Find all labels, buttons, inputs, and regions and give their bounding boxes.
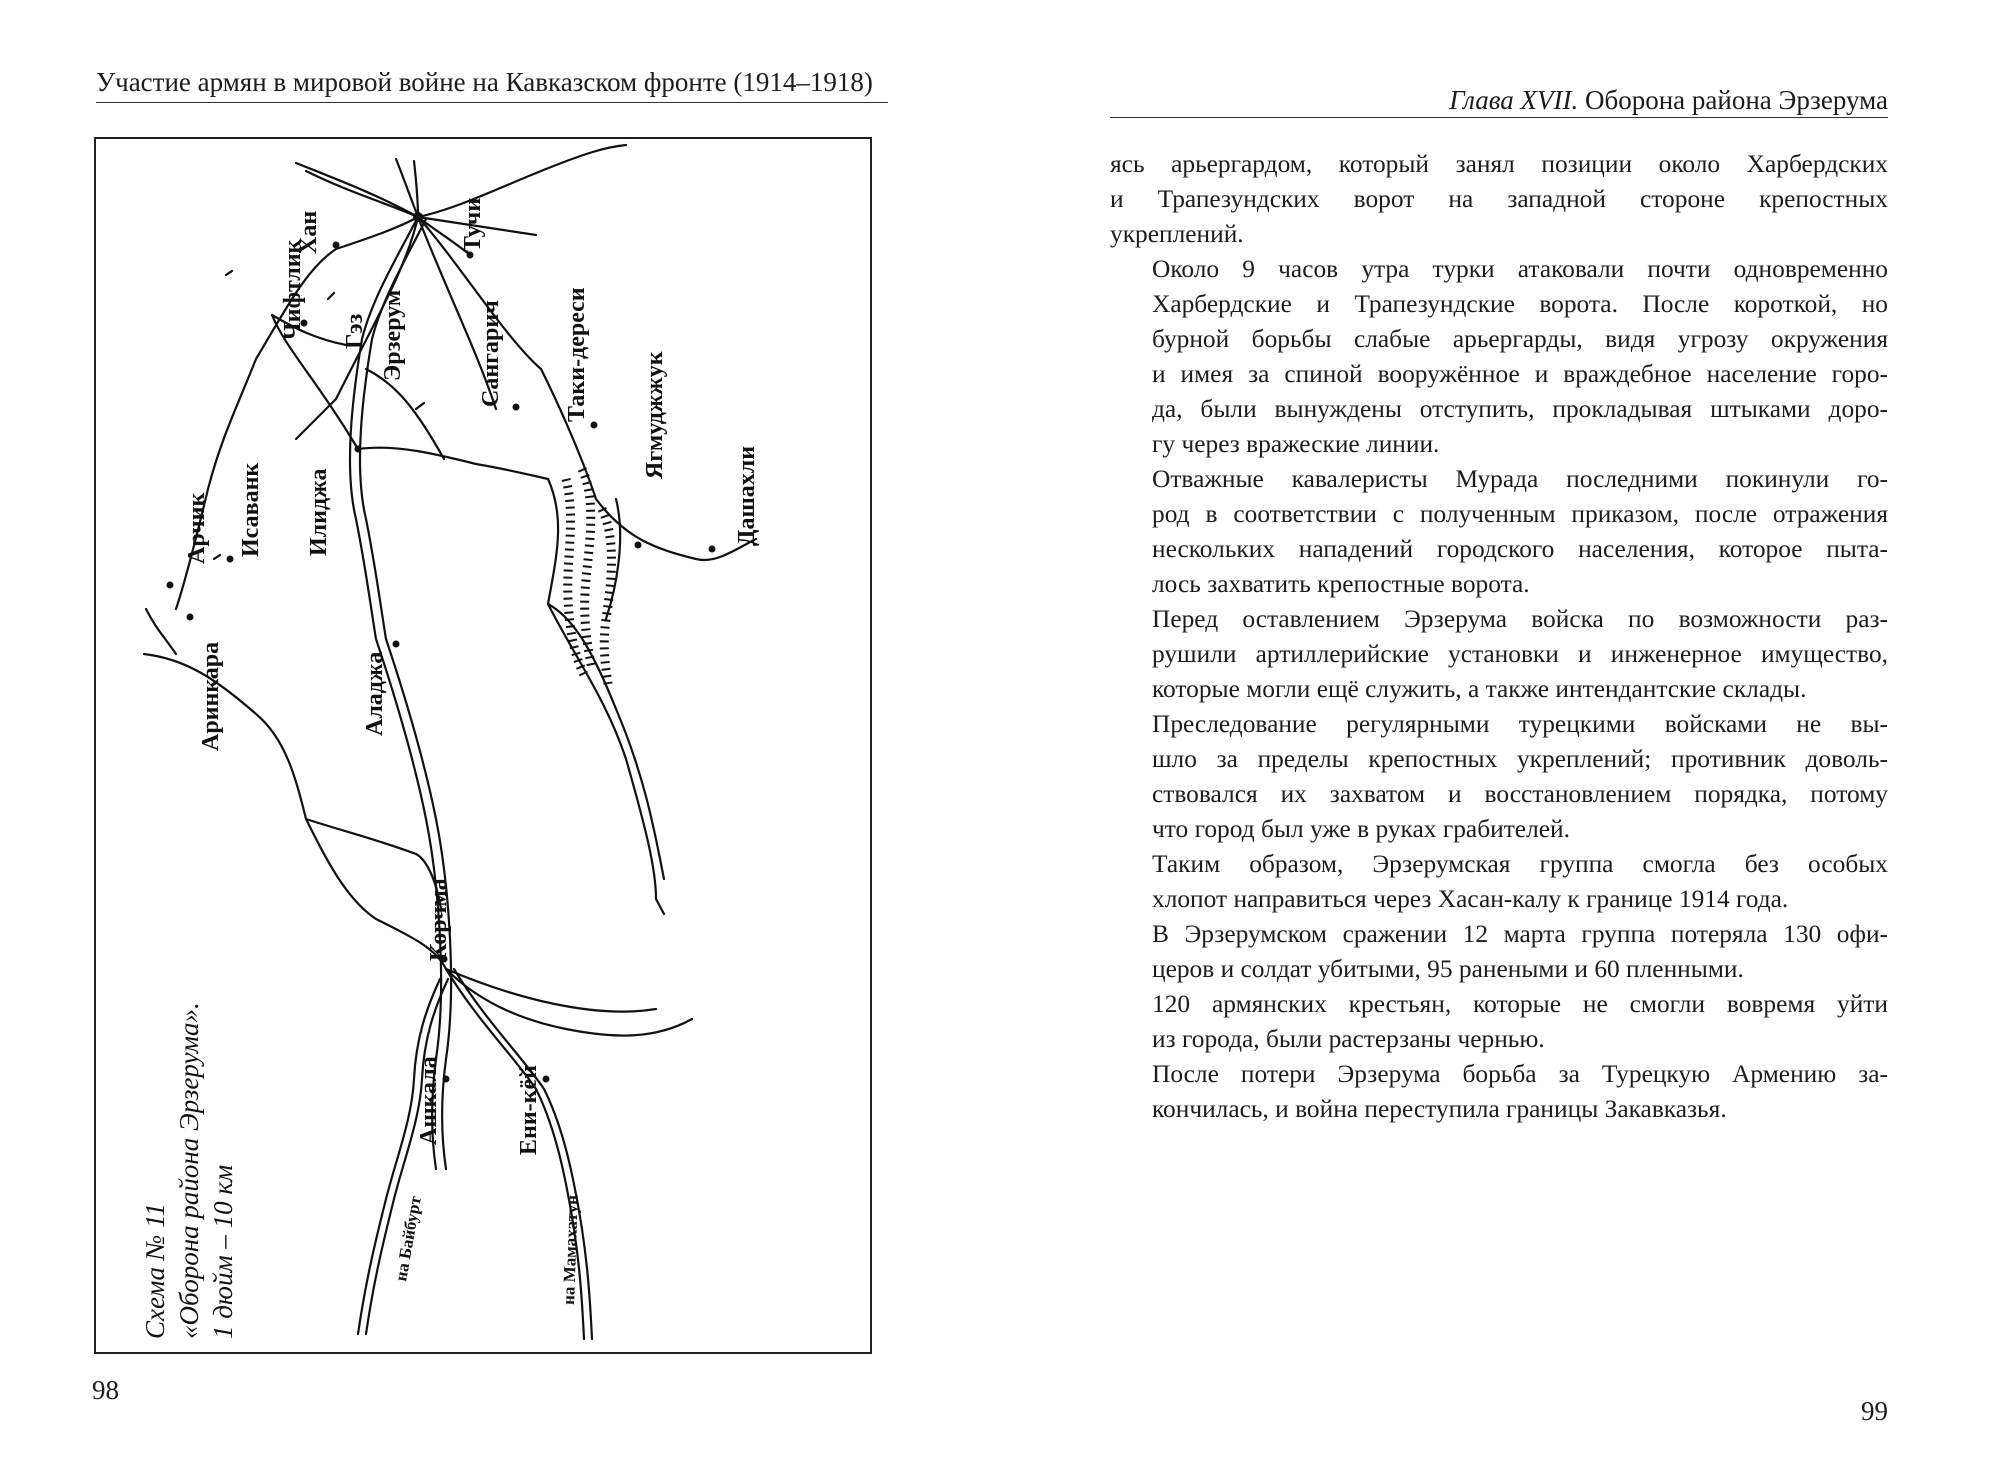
label-isavank: Исаванк	[238, 462, 264, 557]
caption-line-3: 1 дюйм – 10 км	[208, 1164, 238, 1339]
right-page-number: 99	[1861, 1396, 1888, 1426]
text-line: В Эрзерумском сражении 12 марта группа потеряла 130 офи-	[1152, 920, 1888, 948]
left-running-head: Участие армян в мировой войне на Кавказском фронте (1914–1918)	[96, 67, 873, 97]
dot-erzerum	[413, 212, 423, 222]
text-line: Перед оставлением Эрзерума войска по возможности раз-	[1152, 605, 1888, 633]
paragraph	[1110, 1057, 1888, 1127]
right-running-head	[1449, 84, 1888, 116]
text-line: Таким образом, Эрзерумская группа смогла без особых	[1152, 850, 1888, 878]
text-line: что город был уже в руках грабителей.	[1152, 815, 1570, 843]
road-big-curve	[548, 604, 664, 914]
text-line: ствовался их захватом и восстановлением порядка, потому	[1152, 780, 1888, 808]
label-taki-deresi: Таки-дереси	[564, 287, 590, 422]
erzerum-map	[96, 139, 872, 1354]
road-lower-ne	[548, 479, 558, 604]
road-horiz	[358, 448, 548, 479]
right-page	[1000, 0, 2000, 1479]
label-khan: Хан	[296, 210, 322, 254]
dot-khan	[333, 242, 340, 249]
text-line: и Трапезундских ворот на западной стороне крепостных	[1110, 185, 1888, 213]
left-page-number: 98	[92, 1375, 119, 1405]
text-line: 120 армянских крестьян, которые не смогли вовремя уйти	[1152, 990, 1888, 1018]
running-head-chapter: Глава XVII.	[1449, 85, 1579, 115]
text-line: бурной борьбы слабые арьергарды, видя угрозу окружения	[1152, 325, 1888, 353]
text-line: Около 9 часов утра турки атаковали почти одновременно	[1152, 255, 1888, 283]
text-line: да, были вынуждены отступить, прокладывая штыками доро-	[1152, 395, 1888, 423]
road-arczik-south	[146, 609, 176, 654]
paragraph	[1110, 147, 1888, 252]
right-header-rule	[1110, 117, 1888, 118]
body-text	[1110, 147, 1888, 1127]
label-eni-kei: Ени-кёй	[516, 1065, 542, 1155]
label-tuchi: Тучи	[460, 197, 486, 252]
label-yagmudzhuk: Ягмуджжук	[642, 351, 668, 479]
text-line: и имея за спиной вооружённое и враждебное население горо-	[1152, 360, 1888, 388]
label-na-mamakhatun: на Мамахатун	[559, 1194, 582, 1306]
label-arczik: Арчик	[184, 492, 210, 564]
label-na-bayburt: на Байбурт	[391, 1194, 425, 1283]
text-line: из города, были растерзаны чернью.	[1152, 1025, 1545, 1053]
paragraph	[1110, 917, 1888, 987]
road-hill	[366, 369, 444, 459]
text-line: шло за пределы крепостных укреплений; противник доволь-	[1152, 745, 1888, 773]
text-line: После потери Эрзерума борьба за Турецкую Армению за-	[1152, 1060, 1888, 1088]
paragraph	[1110, 252, 1888, 462]
label-aladzha: Аладжа	[362, 651, 388, 736]
text-line: кончилась, и война переступила границы Закавказья.	[1152, 1095, 1727, 1123]
dot-yagmuzhuk	[635, 542, 642, 549]
paragraph	[1110, 987, 1888, 1057]
road-west-ext	[144, 651, 446, 969]
text-line: рушили артиллерийские установки и инженерное имущество,	[1152, 640, 1888, 668]
paragraph	[1110, 602, 1888, 707]
road-ne	[418, 145, 626, 217]
text-line: церов и солдат убитыми, 95 ранеными и 60 пленными.	[1152, 955, 1744, 983]
road-dasha	[606, 499, 620, 619]
dot-taki	[591, 422, 598, 429]
text-line: Харбердские и Трапезундские ворота. После короткой, но	[1152, 290, 1888, 318]
label-arinkara: Аринкара	[198, 641, 224, 751]
label-chiftlik: Чифтлик	[280, 239, 306, 340]
running-head-title: Оборона района Эрзерума	[1578, 85, 1888, 115]
caption-line-2: «Оборона района Эрзерума».	[174, 1002, 204, 1339]
road-nw-2	[306, 171, 418, 217]
dot-eni-kei	[543, 1076, 550, 1083]
dot-aladzha	[393, 641, 400, 648]
dot-arinkara	[187, 614, 194, 621]
label-erzerum: Эрзерум	[380, 289, 406, 381]
dot-sangarich	[513, 404, 520, 411]
road-korchma-e	[446, 969, 692, 1036]
text-line: лось захватить крепостные ворота.	[1152, 570, 1530, 598]
ridge-3	[602, 509, 612, 684]
caption-line-1: Схема № 11	[140, 1203, 170, 1339]
dot-isavank	[227, 556, 234, 563]
text-line: хлопот направиться через Хасан-калу к границе 1914 года.	[1152, 885, 1789, 913]
label-ilidzha: Илиджа	[306, 468, 332, 556]
text-line: нескольких нападений городского населения, которое пыта-	[1152, 535, 1888, 563]
paragraph	[1110, 707, 1888, 847]
text-line: которые могли ещё служить, а также интендантские склады.	[1152, 675, 1807, 703]
text-line: ясь арьергардом, который занял позиции около Харбердских	[1110, 150, 1888, 178]
road-sw	[306, 819, 441, 909]
paragraph	[1110, 462, 1888, 602]
map-figure	[94, 137, 872, 1354]
label-korchma: Корчма	[426, 878, 452, 961]
left-header-rule	[96, 102, 888, 103]
text-line: Преследование регулярными турецкими войсками не вы-	[1152, 710, 1888, 738]
ridge-1	[566, 479, 586, 679]
dot-ashkala	[443, 1076, 450, 1083]
label-sangarich: Сангарич	[478, 300, 504, 407]
dot-dashakhli	[709, 546, 716, 553]
dot-ilidzha	[355, 446, 362, 453]
label-ashkala: Ашкала	[416, 1056, 442, 1145]
label-gez: Гэз	[342, 313, 368, 349]
dot-arczik	[167, 582, 174, 589]
text-line: гу через вражеские линии.	[1152, 430, 1440, 458]
paragraph	[1110, 847, 1888, 917]
text-line: Отважные кавалеристы Мурада последними покинули го-	[1152, 465, 1888, 493]
label-dashakhli: Дашахли	[734, 445, 760, 546]
text-line: род в соответствии с полученным приказом, после отражения	[1152, 500, 1888, 528]
text-line: укреплений.	[1110, 220, 1244, 248]
